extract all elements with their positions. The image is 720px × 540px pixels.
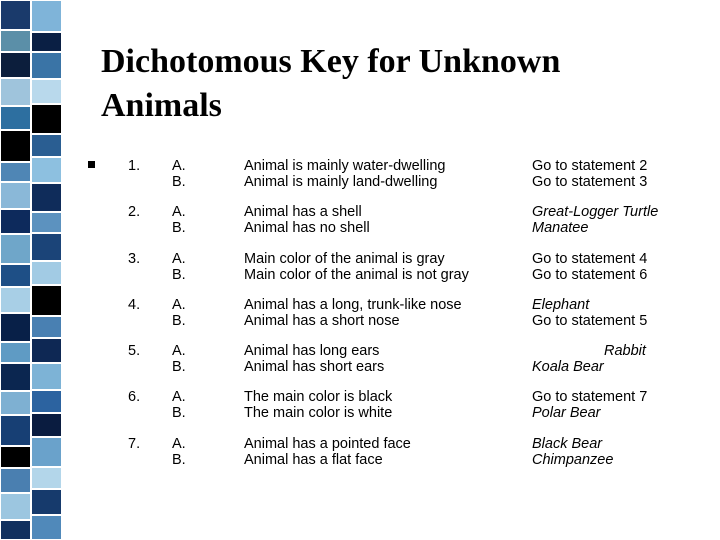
option-letters	[172, 251, 186, 283]
option-letters	[172, 343, 186, 375]
option-a-letter: A.	[172, 436, 186, 452]
option-letters	[172, 204, 186, 236]
stripe-square	[31, 390, 62, 413]
bullet-square-icon	[88, 161, 95, 168]
statement-descriptions	[244, 204, 370, 236]
stripe-square	[31, 134, 62, 157]
option-b-description: Animal has no shell	[244, 220, 370, 236]
stripe-square	[31, 157, 62, 183]
option-a-result: Elephant	[532, 297, 590, 313]
option-a-description: Animal has a shell	[244, 204, 362, 220]
option-a-description: Animal has a pointed face	[244, 436, 411, 452]
stripe-square	[31, 285, 62, 316]
option-b-result: Polar Bear	[532, 405, 601, 421]
stripe-square	[0, 0, 31, 30]
option-a-description: Animal has a long, trunk-like nose	[244, 297, 462, 313]
statement-number: 5.	[128, 343, 141, 359]
option-letters	[172, 297, 186, 329]
statement-number: 4.	[128, 297, 141, 313]
stripe-square	[0, 182, 31, 209]
option-b-result: Koala Bear	[532, 359, 604, 375]
stripe-square	[0, 162, 31, 182]
statement-number: 6.	[128, 389, 141, 405]
option-a-result: Go to statement 7	[532, 389, 648, 405]
statement-results	[532, 343, 646, 375]
option-b-result: Go to statement 5	[532, 313, 648, 329]
statement-results	[532, 158, 647, 190]
option-a-letter: A.	[172, 251, 186, 267]
option-a-result: Black Bear	[532, 436, 603, 452]
stripe-square	[31, 32, 62, 52]
stripe-square	[0, 264, 31, 287]
option-b-description: Animal has short ears	[244, 359, 385, 375]
stripe-square	[0, 446, 31, 468]
stripe-square	[31, 261, 62, 285]
option-b-description: Main color of the animal is not gray	[244, 267, 469, 283]
stripe-square	[0, 468, 31, 493]
stripe-square	[0, 78, 31, 106]
page-title: Dichotomous Key for Unknown Animals	[101, 43, 561, 124]
stripe-square	[31, 489, 62, 515]
statement-number: 1.	[128, 158, 141, 174]
statement-descriptions	[244, 158, 445, 190]
stripe-square	[0, 520, 31, 540]
option-a-letter: A.	[172, 204, 186, 220]
option-a-description: Animal has long ears	[244, 343, 380, 359]
stripe-square	[31, 413, 62, 437]
option-a-letter: A.	[172, 343, 186, 359]
option-b-description: Animal is mainly land-dwelling	[244, 174, 438, 190]
statement-results	[532, 251, 647, 283]
option-a-letter: A.	[172, 389, 186, 405]
stripe-square	[0, 363, 31, 391]
stripe-square	[31, 437, 62, 467]
stripe-square	[31, 183, 62, 212]
stripe-square	[31, 467, 62, 489]
option-b-description: Animal has a short nose	[244, 313, 400, 329]
stripe-square	[0, 209, 31, 234]
decorative-stripe	[0, 0, 62, 540]
option-b-letter: B.	[172, 267, 186, 283]
stripe-square	[31, 316, 62, 338]
option-a-result: Rabbit	[604, 343, 646, 359]
option-a-letter: A.	[172, 158, 186, 174]
stripe-square	[31, 515, 62, 540]
statement-descriptions	[244, 343, 384, 375]
option-b-result: Go to statement 3	[532, 174, 648, 190]
option-b-letter: B.	[172, 359, 186, 375]
option-b-result: Manatee	[532, 220, 589, 236]
option-b-description: The main color is white	[244, 405, 393, 421]
option-b-letter: B.	[172, 220, 186, 236]
statement-results	[532, 204, 658, 236]
stripe-square	[31, 338, 62, 363]
stripe-square	[31, 0, 62, 32]
stripe-square	[31, 79, 62, 104]
option-b-letter: B.	[172, 313, 186, 329]
statement-number: 7.	[128, 436, 141, 452]
stripe-square	[0, 234, 31, 264]
option-letters	[172, 389, 186, 421]
stripe-square	[0, 415, 31, 446]
stripe-column-left	[0, 0, 31, 540]
statement-results	[532, 297, 647, 329]
stripe-square	[31, 212, 62, 233]
stripe-square	[0, 30, 31, 52]
stripe-column-right	[31, 0, 62, 540]
option-a-result: Go to statement 4	[532, 251, 648, 267]
statement-results	[532, 436, 613, 468]
stripe-square	[0, 493, 31, 520]
stripe-square	[0, 106, 31, 130]
option-b-description: Animal has a flat face	[244, 452, 383, 468]
option-a-result: Go to statement 2	[532, 158, 648, 174]
stripe-square	[0, 287, 31, 313]
stripe-square	[31, 52, 62, 79]
option-b-letter: B.	[172, 174, 186, 190]
stripe-square	[0, 52, 31, 78]
stripe-square	[0, 313, 31, 342]
option-a-description: The main color is black	[244, 389, 393, 405]
stripe-square	[0, 391, 31, 415]
option-b-letter: B.	[172, 452, 186, 468]
statement-descriptions	[244, 251, 469, 283]
option-letters	[172, 436, 186, 468]
statement-number: 3.	[128, 251, 141, 267]
option-a-letter: A.	[172, 297, 186, 313]
stripe-square	[31, 233, 62, 261]
option-letters	[172, 158, 186, 190]
stripe-square	[0, 342, 31, 363]
statement-descriptions	[244, 389, 392, 421]
option-a-description: Animal is mainly water-dwelling	[244, 158, 446, 174]
option-b-letter: B.	[172, 405, 186, 421]
statement-descriptions	[244, 436, 411, 468]
stripe-square	[31, 363, 62, 390]
stripe-square	[31, 104, 62, 134]
option-b-result: Chimpanzee	[532, 452, 614, 468]
option-b-result: Go to statement 6	[532, 267, 648, 283]
stripe-square	[0, 130, 31, 162]
statement-descriptions	[244, 297, 462, 329]
statement-number: 2.	[128, 204, 141, 220]
option-a-description: Main color of the animal is gray	[244, 251, 445, 267]
option-a-result: Great-Logger Turtle	[532, 204, 659, 220]
statement-results	[532, 389, 647, 421]
